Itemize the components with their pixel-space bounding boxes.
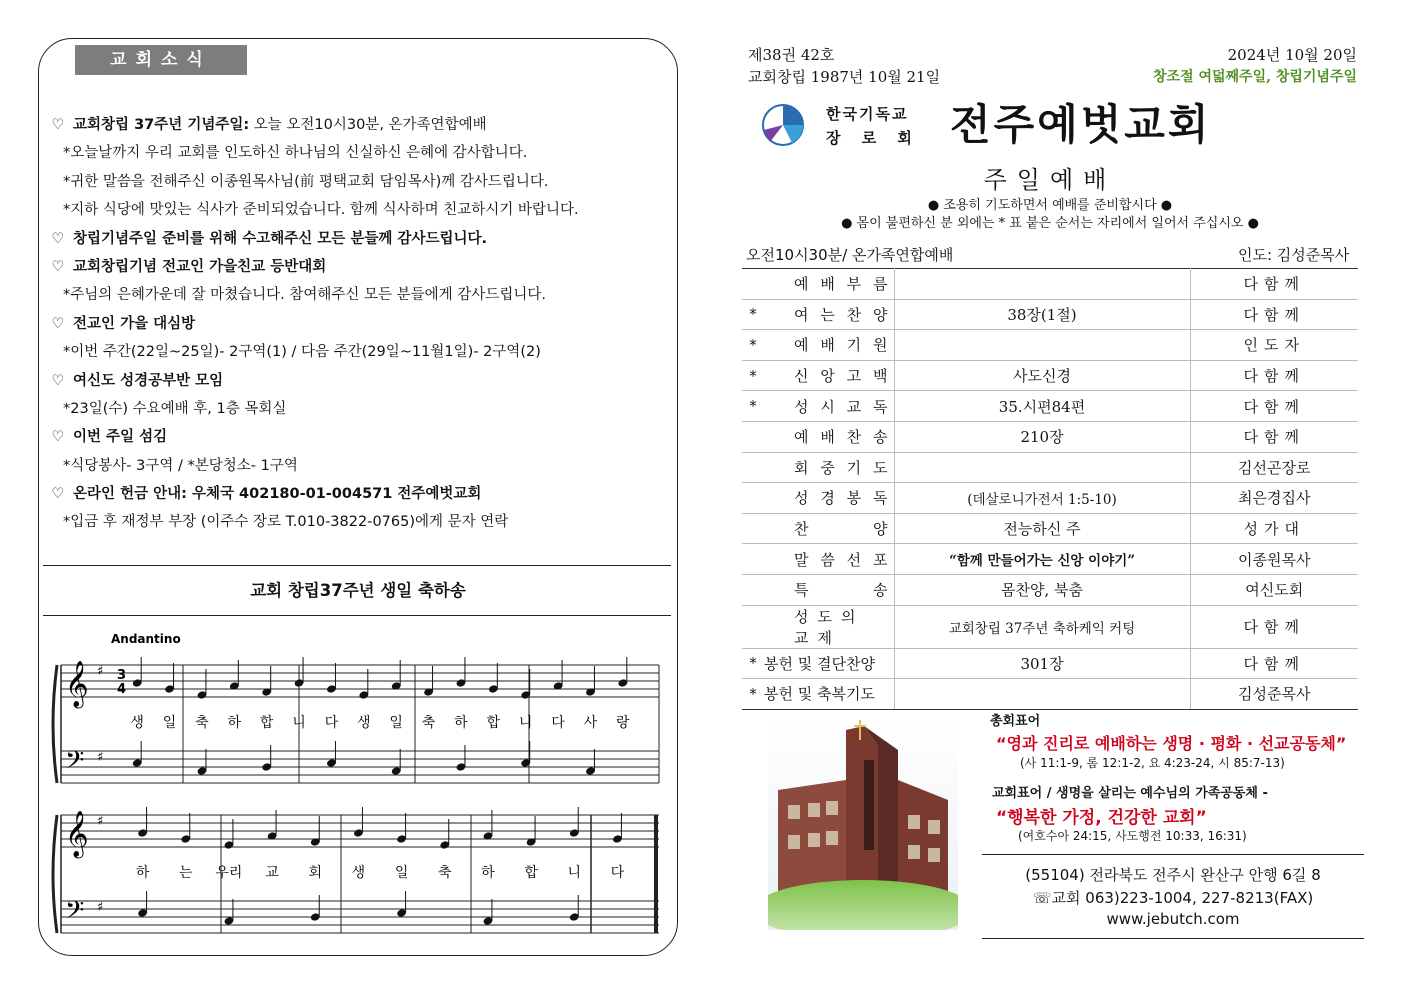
worship-order-content: 사도신경 [894,360,1190,391]
stand-marker [742,513,764,544]
general-motto: “영과 진리로 예배하는 생명 · 평화 · 선교공동체” [996,734,1347,753]
heart-icon: ♡ [51,429,65,446]
treble-clef-icon: 𝄞 [65,661,89,707]
worship-order-row [742,330,1358,361]
heart-icon: ♡ [51,372,65,389]
lyric-syllable: 다 [324,715,339,731]
lyric-syllable: 다 [610,865,625,881]
item-glyph: 예 [794,428,809,447]
divider [982,854,1364,855]
song-title: 교회 창립37주년 생일 축하송 [250,581,466,600]
worship-order-person: 다함께 [1190,360,1358,391]
general-motto-label: 총회표어 [990,714,1041,729]
worship-notice-1: ● 조용히 기도하면서 예배를 준비합시다 ● [927,198,1173,213]
worship-order-row [742,574,1358,605]
lyric-syllable: 니 [567,865,582,881]
worship-order-item [764,452,894,483]
lyric-syllable: 생 [130,715,144,731]
news-heading-text: 이번 주일 섬김 [73,429,168,446]
stand-marker [742,269,764,300]
heart-icon: ♡ [51,486,65,503]
worship-order-person: 인도자 [1190,330,1358,361]
news-item-detail: *식당봉사- 3구역 / *본당청소- 1구역 [63,457,298,474]
worship-order-item [764,360,894,391]
service-leader: 인도: 김성준목사 [1238,246,1350,264]
worship-order-content [894,679,1190,710]
worship-order-person: 다함께 [1190,648,1358,679]
lyric-syllable: 축 [195,715,209,731]
lyric-syllable: 축 [421,715,436,731]
item-glyph: 름 [872,275,888,294]
lyric-syllable: 생 [357,715,371,731]
divider [43,615,671,616]
item-glyph: 예 [794,275,809,294]
item-glyph: 배 [820,275,835,294]
item-glyph: 양 [872,305,888,324]
key-signature-sharp: ♯ [97,900,104,915]
worship-order-row [742,421,1358,452]
item-glyph: 독 [872,489,888,508]
news-item-heading [49,111,669,139]
worship-order-content: “함께 만들어가는 신앙 이야기” [894,544,1190,575]
worship-order-item [764,391,894,422]
item-glyph: 찬 [846,428,862,447]
item-glyph: 송 [873,581,888,600]
worship-order-content: (데살로니가전서 1:5-10) [894,483,1190,514]
founded-date: 교회창립 1987년 10월 21일 [748,68,941,86]
heart-icon: ♡ [51,258,65,275]
order-of-worship-table [742,268,1358,710]
news-heading-text: 창립기념주일 준비를 위해 수고해주신 모든 분들께 감사드립니다. [73,230,487,247]
worship-order-item [764,299,894,330]
news-heading-text: 온라인 헌금 안내: 우체국 402180-01-004571 전주예벗교회 [73,486,482,503]
church-address: (55104) 전라북도 전주시 완산구 안행 6길 8 [1025,866,1321,884]
lyric-syllable: 우리 [215,865,243,881]
worship-order-content [894,330,1190,361]
item-glyph: 특 [794,581,809,600]
worship-title: 주일예배 [983,166,1117,194]
heart-icon: ♡ [51,315,65,332]
stand-marker [742,605,764,648]
item-glyph: 찬 [846,305,862,324]
worship-order-item [764,330,894,361]
item-glyph: 는 [820,305,835,324]
bass-clef-icon: 𝄢 [65,896,85,931]
item-glyph: 기 [846,458,862,477]
item-glyph: 기 [846,336,862,355]
lyric-syllable: 교 [265,865,279,881]
worship-order-person: 성가대 [1190,513,1358,544]
worship-order-content [894,269,1190,300]
worship-order-content: 전능하신 주 [894,513,1190,544]
lyric-syllable: 일 [394,865,409,881]
lyric-syllable: 축 [437,865,452,881]
key-signature-sharp: ♯ [97,750,104,765]
score-system-2 [53,807,659,933]
lyric-syllable: 하 [135,865,150,881]
worship-order-row [742,605,1358,648]
worship-order-content: 교회창립 37주년 축하케익 커팅 [894,605,1190,648]
lyric-syllable: 합 [524,865,538,881]
worship-order-item [764,421,894,452]
lyric-syllable: 합 [259,715,274,731]
worship-order-content: 38장(1절) [894,299,1190,330]
denomination-line2: 장 로 회 [826,129,920,147]
sheet-music [51,629,671,953]
worship-order-content: 301장 [894,648,1190,679]
tempo-marking: Andantino [111,632,181,646]
item-glyph: 송 [872,428,888,447]
bass-clef-icon: 𝄢 [65,746,85,781]
lyric-syllable: 일 [162,715,177,731]
stand-marker: * [742,299,764,330]
item-glyph: 도 [872,458,888,477]
news-item-detail: *오늘날까지 우리 교회를 인도하신 하나님의 신실하신 은혜에 감사합니다. [63,145,528,162]
item-glyph: 양 [873,520,888,539]
score-system-1 [53,657,659,783]
worship-order-person: 다함께 [1190,269,1358,300]
worship-order-person: 최은경집사 [1190,483,1358,514]
item-glyph: 예 [794,336,809,355]
item-glyph: 경 [820,489,835,508]
stand-marker [742,544,764,575]
church-news-panel [38,38,678,956]
worship-order-content [894,452,1190,483]
news-heading-text: 교회창립 37주년 기념주일: [73,117,250,133]
worship-order-person: 다함께 [1190,391,1358,422]
church-motto-verses: (여호수아 24:15, 사도행전 10:33, 16:31) [1018,829,1247,843]
item-glyph: 중 [820,458,835,477]
item-glyph: 봉헌 및 축복기도 [764,685,875,704]
worship-order-person: 김성준목사 [1190,679,1358,710]
worship-order-row [742,513,1358,544]
worship-order-item [764,648,894,679]
item-glyph: 신 [794,367,809,386]
news-item-heading [49,367,669,395]
lyric-syllable: 일 [389,715,403,731]
lyric-syllable: 생 [351,865,366,881]
worship-order-person: 다함께 [1190,421,1358,452]
worship-order-content: 210장 [894,421,1190,452]
final-barline [654,815,658,933]
worship-order-row [742,544,1358,575]
lyric-syllable: 니 [292,715,306,731]
news-item-detail: *지하 식당에 맛있는 식사가 준비되었습니다. 함께 식사하며 친교하시기 바랍니다. [63,202,579,219]
key-signature-sharp: ♯ [97,664,104,679]
brace [53,665,57,783]
stand-marker: * [742,648,764,679]
news-heading-text: 여신도 성경공부반 모임 [73,372,224,389]
time-signature: 4 [117,682,127,697]
stand-marker [742,452,764,483]
news-item-heading [49,480,669,508]
lyric-syllable: 회 [308,865,323,881]
news-item-detail: *23일(수) 수요예배 후, 1층 목회실 [63,400,287,417]
item-glyph: 앙 [820,367,835,386]
worship-order-person: 다함께 [1190,299,1358,330]
lyric-syllable: 는 [178,865,193,881]
church-phone: ☏교회 063)223-1004, 227-8213(FAX) [1032,889,1314,907]
lyric-syllable: 하 [227,715,242,731]
stand-marker [742,483,764,514]
worship-order-item [764,269,894,300]
news-heading-text: 교회창립기념 전교인 가을친교 등반대회 [73,258,327,275]
news-item-heading [49,225,669,253]
item-glyph: 여 [794,305,809,324]
stand-marker: * [742,391,764,422]
worship-order-row [742,648,1358,679]
lyric-syllable: 랑 [616,715,630,731]
worship-order-person: 여신도회 [1190,574,1358,605]
worship-order-row [742,483,1358,514]
time-signature: 3 [117,668,127,683]
item-glyph: 배 [820,336,835,355]
service-time: 오전10시30분/ 온가족연합예배 [746,246,954,264]
news-heading-text: 전교인 가을 대심방 [73,315,196,332]
key-signature-sharp: ♯ [97,814,104,829]
news-item-heading [49,253,669,281]
worship-order-item [764,605,894,648]
item-glyph: 선 [846,550,862,569]
stand-marker [742,421,764,452]
stand-marker: * [742,679,764,710]
item-glyph: 봉헌 및 결단찬양 [764,654,875,673]
general-motto-verses: (사 11:1-9, 롬 12:1-2, 요 4:23-24, 시 85:7-13) [1020,756,1285,770]
heart-icon: ♡ [51,117,65,133]
heart-icon: ♡ [51,230,65,247]
lyric-syllable: 니 [518,715,533,731]
liturgical-season: 창조절 여덟째주일, 창립기념주일 [1153,69,1357,85]
news-item-detail: *귀한 말씀을 전해주신 이종원목사님(前 평택교회 담임목사)께 감사드립니다. [63,173,549,190]
lyric-syllable: 다 [551,715,565,731]
worship-order-content: 35.시편84편 [894,391,1190,422]
item-glyph: 찬 [794,520,809,539]
treble-clef-icon: 𝄞 [65,811,89,857]
lyric-syllable: 하 [481,865,495,881]
divider [982,938,1364,939]
worship-order-person: 김선곤장로 [1190,452,1358,483]
stand-marker [742,574,764,605]
lyric-syllable: 사 [583,715,598,731]
item-glyph: 부 [846,275,862,294]
item-glyph: 배 [820,428,835,447]
news-item-detail: *주님의 은혜가운데 잘 마쳤습니다. 참여해주신 모든 분들에게 감사드립니다. [63,287,546,304]
item-glyph: 고 [846,367,862,386]
item-glyph: 교 [846,397,862,416]
item-glyph: 독 [872,397,888,416]
item-glyph: 봉 [846,489,862,508]
news-item-detail: *입금 후 재정부 부장 (이주수 장로 T.010-3822-0765)에게 문자 연락 [63,514,509,531]
worship-order-item [764,513,894,544]
news-heading-detail: 오늘 오전10시30분, 온가족연합예배 [249,117,487,133]
worship-notice-2: ● 몸이 불편하신 분 외에는 * 표 붙은 순서는 자리에서 일어서 주십시오 ● [841,216,1259,231]
church-motto: “행복한 가정, 건강한 교회” [996,808,1207,828]
pck-logo-icon [762,104,804,146]
worship-order-row [742,679,1358,710]
news-header: 교회소식 [75,45,247,75]
worship-order-row [742,299,1358,330]
stand-marker: * [742,330,764,361]
lyric-syllable: 하 [454,715,468,731]
worship-order-row [742,360,1358,391]
item-glyph: 원 [872,336,888,355]
worship-order-person: 이종원목사 [1190,544,1358,575]
worship-order-content: 몸찬양, 북춤 [894,574,1190,605]
worship-order-row [742,452,1358,483]
item-glyph: 말 [794,550,809,569]
lyric-syllable: 합 [486,715,501,731]
item-glyph: 성 [794,397,809,416]
news-item-heading [49,423,669,451]
item-glyph: 씀 [820,550,835,569]
church-website: www.jebutch.com [1106,910,1240,928]
worship-order-row [742,391,1358,422]
brace [53,815,57,933]
news-item-detail: *이번 주간(22일~25일)- 2구역(1) / 다음 주간(29일~11월1일)- 2구역(2) [63,344,541,361]
item-glyph: 백 [872,367,888,386]
item-glyph: 회 [794,458,809,477]
worship-order-row [742,269,1358,300]
worship-order-item [764,544,894,575]
denomination-line1: 한국기독교 [826,105,909,123]
church-building-image [768,720,958,930]
volume-number: 제38권 42호 [748,46,835,64]
divider [43,565,671,566]
worship-order-person: 다함께 [1190,605,1358,648]
stand-marker: * [742,360,764,391]
church-name: 전주예벗교회 [950,100,1212,149]
news-list [49,111,669,537]
worship-order-item [764,483,894,514]
worship-order-item [764,679,894,710]
item-glyph: 성도의교제 [794,607,865,647]
item-glyph: 성 [794,489,809,508]
news-item-heading [49,310,669,338]
item-glyph: 시 [820,397,835,416]
worship-order-item [764,574,894,605]
church-motto-label: 교회표어 / 생명을 살리는 예수님의 가족공동체 - [992,786,1268,801]
item-glyph: 포 [872,550,888,569]
bulletin-date: 2024년 10월 20일 [1227,46,1357,64]
